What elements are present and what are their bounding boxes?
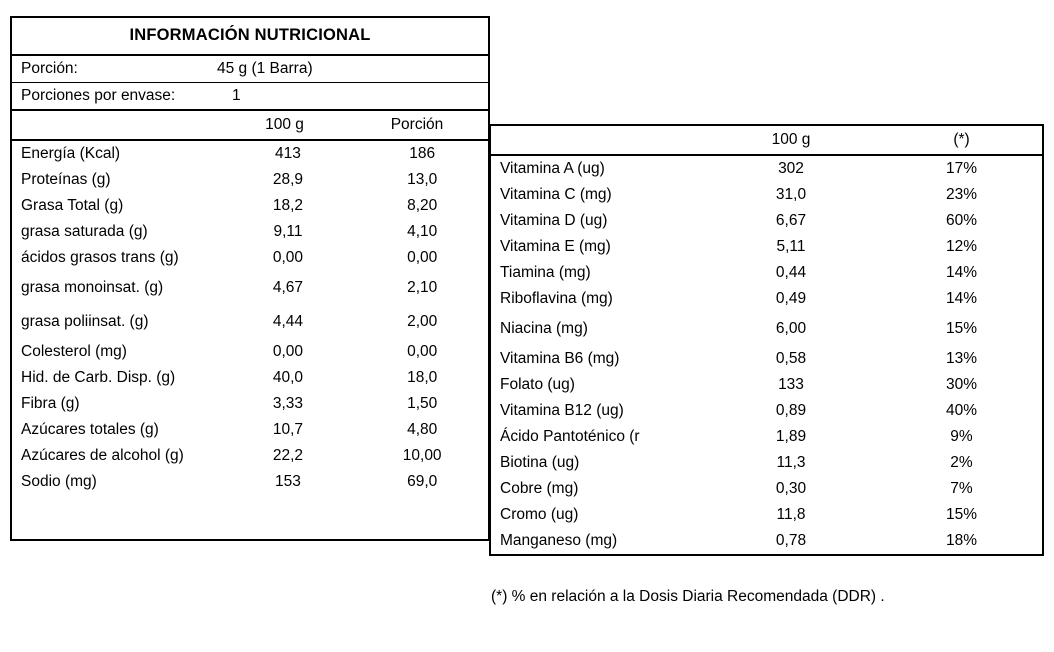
nutrient-per100: 18,2 [272,197,304,214]
table-row [491,424,1042,450]
nutrient-name: grasa poliinsat. (g) [21,313,149,330]
vitamin-name: Ácido Pantoténico (r [500,428,640,445]
nutrient-per100: 153 [275,473,301,490]
vitamin-per100: 6,67 [775,212,807,229]
vitamin-name: Biotina (ug) [500,454,580,471]
vitamin-ddr: 2% [950,454,973,471]
table-row [12,141,488,167]
nutrient-portion: 13,0 [407,171,438,188]
vitamin-per100: 31,0 [775,186,807,203]
vitamin-ddr: 60% [945,212,978,229]
vitamin-per100: 5,11 [776,238,806,255]
nutrient-name: ácidos grasos trans (g) [21,249,179,266]
table-row [491,312,1042,346]
nutrient-per100: 0,00 [272,249,304,266]
vitamin-ddr: 15% [945,506,978,523]
nutrients-table [12,141,488,495]
vitamin-ddr: 40% [945,402,978,419]
nutrient-name: Colesterol (mg) [21,343,127,360]
nutrient-portion: 4,10 [407,223,438,240]
table-row [491,156,1042,182]
vitamin-name: Riboflavina (mg) [500,290,613,307]
vitamin-name: Tiamina (mg) [500,264,591,281]
nutrient-per100: 9,11 [273,223,303,240]
table-row [491,286,1042,312]
table-row [491,372,1042,398]
left-col-header-per100: 100 g [265,116,304,133]
vitamin-name: Manganeso (mg) [500,532,618,549]
vitamin-per100: 1,89 [775,428,807,445]
table-row [491,476,1042,502]
vitamin-name: Cobre (mg) [500,480,579,497]
nutrient-name: Energía (Kcal) [21,145,121,162]
nutrient-name: Proteínas (g) [21,171,111,188]
portion-value: 45 g (1 Barra) [217,60,313,77]
nutrient-name: Hid. de Carb. Disp. (g) [21,369,176,386]
nutrient-name: Azúcares totales (g) [21,421,159,438]
nutrient-portion: 8,20 [407,197,438,214]
vitamin-per100: 0,78 [775,532,807,549]
table-row [12,417,488,443]
table-row [491,182,1042,208]
table-row [491,450,1042,476]
nutrient-name: Fibra (g) [21,395,80,412]
table-row [491,260,1042,286]
vitamin-ddr: 12% [945,238,978,255]
table-row [491,234,1042,260]
left-column-header [12,111,488,141]
table-row [12,245,488,271]
vitamin-per100: 0,44 [775,264,807,281]
vitamin-name: Vitamina D (ug) [500,212,608,229]
right-col-header-per100: 100 g [771,131,811,148]
panel-title: INFORMACIÓN NUTRICIONAL [12,18,488,56]
nutrient-portion: 2,10 [407,279,438,296]
table-row [12,365,488,391]
right-column-header [491,126,1042,156]
vitamin-ddr: 14% [945,290,978,307]
vitamin-name: Vitamina B6 (mg) [500,350,620,367]
vitamin-ddr: 15% [945,320,978,337]
nutrient-per100: 4,44 [272,313,304,330]
vitamin-per100: 0,30 [775,480,807,497]
servings-value: 1 [232,87,241,104]
table-row [12,271,488,305]
vitamin-per100: 133 [778,376,804,393]
vitamin-name: Vitamina E (mg) [500,238,611,255]
vitamin-per100: 0,58 [775,350,807,367]
nutrient-portion: 69,0 [407,473,438,490]
vitamin-name: Vitamina A (ug) [500,160,605,177]
footnote: (*) % en relación a la Dosis Diaria Recomendada (DDR) . [491,588,885,605]
nutrient-portion: 2,00 [407,313,438,330]
table-row [12,443,488,469]
vitamin-ddr: 30% [945,376,978,393]
right-col-header-ddr: (*) [953,131,970,148]
servings-row [12,83,488,111]
vitamin-name: Vitamina C (mg) [500,186,612,203]
nutrient-name: Azúcares de alcohol (g) [21,447,184,464]
vitamin-ddr: 18% [945,532,978,549]
vitamin-per100: 302 [778,160,804,177]
vitamin-ddr: 13% [945,350,978,367]
nutrient-name: Grasa Total (g) [21,197,124,214]
vitamin-per100: 0,89 [775,402,807,419]
table-row [12,339,488,365]
vitamin-name: Folato (ug) [500,376,575,393]
table-row [491,528,1042,554]
left-col-header-portion: Porción [390,116,444,133]
vitamin-ddr: 17% [945,160,978,177]
nutrient-name: grasa saturada (g) [21,223,148,240]
left-panel-spacer [12,495,488,539]
vitamin-name: Vitamina B12 (ug) [500,402,624,419]
table-row [491,398,1042,424]
table-row [12,219,488,245]
nutrient-name: grasa monoinsat. (g) [21,279,164,296]
nutrient-per100: 40,0 [272,369,304,386]
nutrient-per100: 4,67 [272,279,304,296]
nutrient-per100: 3,33 [272,395,304,412]
nutrient-name: Sodio (mg) [21,473,97,490]
vitamin-per100: 11,3 [776,454,806,471]
table-row [12,305,488,339]
vitamin-ddr: 7% [950,480,973,497]
table-row [12,391,488,417]
vitamin-name: Cromo (ug) [500,506,579,523]
nutrient-per100: 10,7 [272,421,304,438]
vitamin-per100: 11,8 [776,506,806,523]
nutrient-portion: 1,50 [407,395,438,412]
portion-row [12,56,488,83]
vitamin-name: Niacina (mg) [500,320,588,337]
nutrient-portion: 18,0 [407,369,438,386]
nutrient-per100: 0,00 [272,343,304,360]
nutrient-portion: 186 [409,145,436,162]
table-row [491,208,1042,234]
vitamin-ddr: 14% [945,264,978,281]
table-row [12,193,488,219]
nutrient-portion: 0,00 [407,343,438,360]
vitamin-ddr: 9% [950,428,973,445]
nutrition-panel-right [489,124,1044,556]
nutrient-per100: 28,9 [272,171,304,188]
nutrient-portion: 0,00 [407,249,438,266]
nutrient-per100: 22,2 [272,447,304,464]
nutrient-per100: 413 [275,145,301,162]
nutrition-panel-left [10,16,490,541]
portion-label: Porción: [21,60,78,77]
servings-label: Porciones por envase: [21,87,176,104]
table-row [491,346,1042,372]
vitamin-per100: 6,00 [775,320,807,337]
nutrient-portion: 4,80 [407,421,438,438]
vitamin-per100: 0,49 [775,290,807,307]
table-row [12,469,488,495]
table-row [12,167,488,193]
vitamin-ddr: 23% [945,186,978,203]
vitamins-table [491,156,1042,554]
nutrient-portion: 10,00 [402,447,442,464]
table-row [491,502,1042,528]
